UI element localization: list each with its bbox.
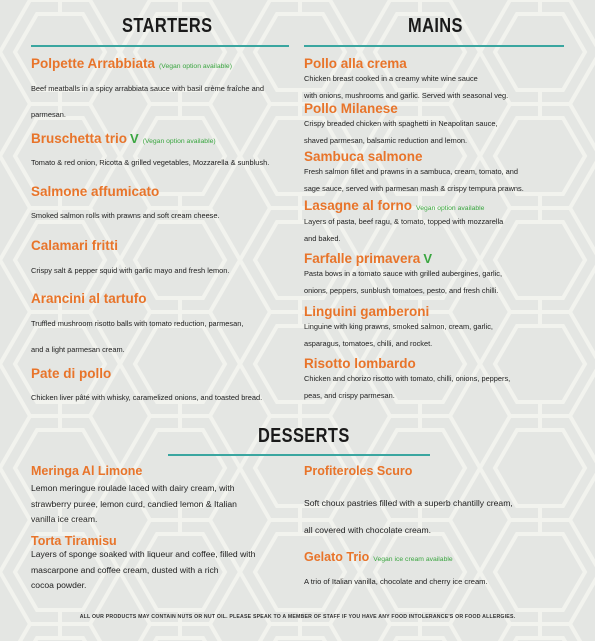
mains-heading: MAINS xyxy=(408,15,463,37)
starters-heading: STARTERS xyxy=(122,15,213,37)
allergy-footer-note: ALL OUR PRODUCTS MAY CONTAIN NUTS OR NUT OIL. PLEASE SPEAK TO A MEMBER OF STAFF IF YOU HAVE ANY FOOD INTOLERANCE'S OR FOOD ALLERGIES. xyxy=(79,614,516,620)
menu-item-description: Truffled mushroom risotto balls with tomato reduction, parmesan, and a light parmesan cream. xyxy=(31,319,244,354)
menu-item-name: Lasagne al forno Vegan option available xyxy=(304,198,485,213)
menu-item-name: Torta Tiramisu xyxy=(31,534,117,548)
menu-item-description: Pasta bows in a tomato sauce with grilled aubergines, garlic, onions, peppers, sunblush tomatoes, pesto, and fresh chilli. xyxy=(304,269,503,295)
menu-item-name: Risotto lombardo xyxy=(304,356,416,371)
menu-item-description: Layers of sponge soaked with liqueur and coffee, filled with mascarpone and coffee cream, dusted with a rich cocoa powder. xyxy=(31,549,256,590)
menu-item-name: Polpette Arrabbiata (Vegan option available) xyxy=(31,56,232,71)
menu-item-description: Lemon meringue roulade laced with dairy cream, with strawberry puree, lemon curd, candied lemon & Italian vanilla ice cream. xyxy=(31,483,237,524)
mains-rule xyxy=(304,45,564,47)
desserts-heading: DESSERTS xyxy=(258,425,350,447)
menu-item-name: Pollo Milanese xyxy=(304,101,398,116)
menu-item-name: Pate di pollo xyxy=(31,366,112,381)
menu-item-description: Crispy salt & pepper squid with garlic mayo and fresh lemon. xyxy=(31,266,230,275)
desserts-rule xyxy=(168,454,430,456)
menu-item-name: Meringa Al Limone xyxy=(31,464,143,478)
menu-item-name: Bruschetta trio V (Vegan option available) xyxy=(31,131,216,146)
menu-item-description: Crispy breaded chicken with spaghetti in Neapolitan sauce, shaved parmesan, balsamic reduction and lemon. xyxy=(304,119,498,145)
menu-item-name: Salmone affumicato xyxy=(31,184,160,199)
menu-item-name: Gelato Trio Vegan ice cream available xyxy=(304,550,453,564)
menu-item-description: Smoked salmon rolls with prawns and soft cream cheese. xyxy=(31,211,220,220)
menu-item-description: Chicken and chorizo risotto with tomato, chilli, onions, peppers, peas, and crispy parmesan. xyxy=(304,374,511,400)
menu-item-description: Tomato & red onion, Ricotta & grilled vegetables, Mozzarella & sunblush. xyxy=(31,158,270,167)
starters-rule xyxy=(31,45,289,47)
menu-item-name: Profiteroles Scuro xyxy=(304,464,413,478)
menu-item-name: Pollo alla crema xyxy=(304,56,407,71)
menu-item-description: Chicken breast cooked in a creamy white wine sauce with onions, mushrooms and garlic. Served with seasonal veg. xyxy=(304,74,509,100)
menu-item-description: Soft choux pastries filled with a superb chantilly cream, all covered with chocolate cream. xyxy=(304,498,513,535)
menu-item-description: Linguine with king prawns, smoked salmon, cream, garlic, asparagus, tomatoes, chilli, and rocket. xyxy=(304,322,493,348)
menu-item-description: Fresh salmon fillet and prawns in a sambuca, cream, tomato, and sage sauce, served with parmesan mash & crispy tempura prawns. xyxy=(304,167,524,193)
menu-item-description: Beef meatballs in a spicy arrabbiata sauce with basil crème fraîche and parmesan. xyxy=(31,84,264,119)
menu-item-name: Calamari fritti xyxy=(31,238,119,253)
menu-item-name: Farfalle primavera V xyxy=(304,251,432,266)
menu-item-name: Sambuca salmone xyxy=(304,149,423,164)
menu-item-name: Arancini al tartufo xyxy=(31,291,147,306)
menu-item-description: Chicken liver pâté with whisky, caramelized onions, and toasted bread. xyxy=(31,393,263,402)
menu-item-description: A trio of Italian vanilla, chocolate and cherry ice cream. xyxy=(304,577,488,586)
menu-item-description: Layers of pasta, beef ragu, & tomato, topped with mozzarella and baked. xyxy=(304,217,504,243)
menu-item-name: Linguini gamberoni xyxy=(304,304,430,319)
